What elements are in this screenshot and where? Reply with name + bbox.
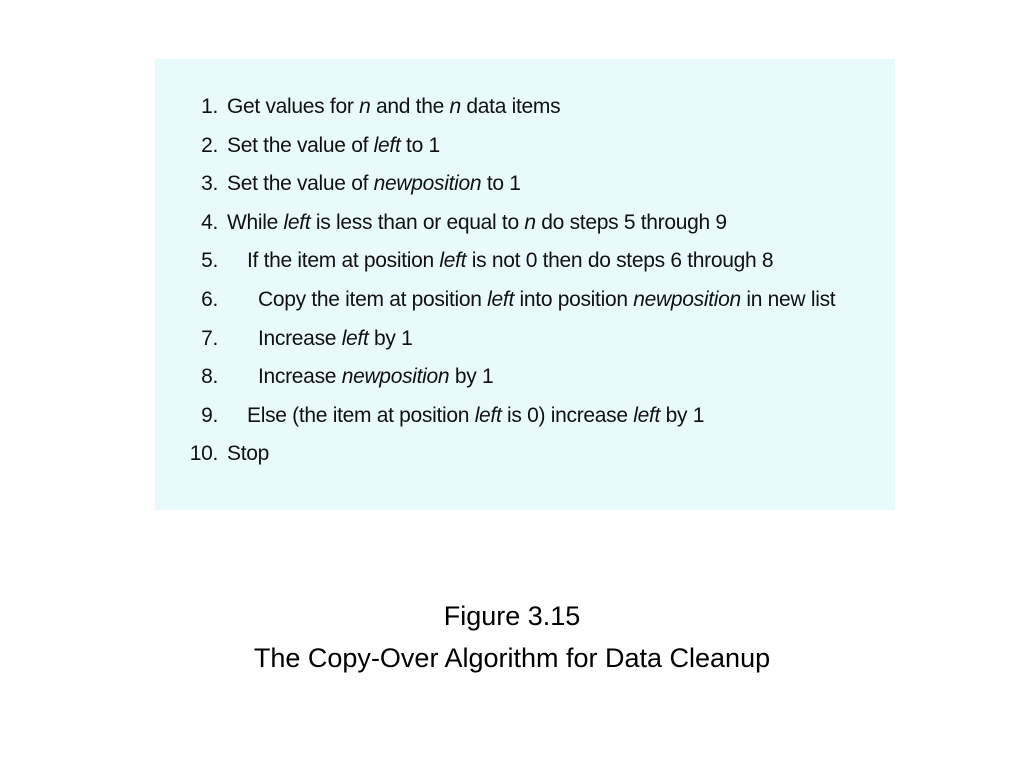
variable-name: n — [449, 95, 461, 118]
step-text-segment: do steps 5 through 9 — [535, 210, 727, 234]
step-text-segment: by 1 — [660, 403, 705, 427]
step-text — [247, 247, 773, 275]
step-number: 7. — [201, 326, 218, 350]
figure-label: Figure 3.15 — [443, 601, 581, 631]
step-text-segment: Copy the item at position — [258, 288, 488, 311]
step-text-segment: into position — [514, 288, 634, 311]
step-text — [227, 440, 269, 468]
step-text — [247, 402, 704, 430]
step-text — [258, 325, 413, 353]
step-text-segment: Increase — [258, 326, 342, 350]
step-text — [227, 170, 521, 198]
step-text — [227, 209, 727, 237]
step-text-segment: to 1 — [400, 133, 440, 157]
step-text-segment: Set the value of — [227, 172, 374, 196]
step-text-segment: is not 0 then do steps 6 through 8 — [466, 249, 774, 273]
step-number: 10. — [189, 442, 218, 466]
step-text-segment: data items — [460, 95, 561, 118]
step-text-segment: If the item at position — [247, 249, 440, 273]
variable-name: left — [283, 210, 311, 234]
step-number: 3. — [201, 172, 218, 196]
variable-name: left — [439, 249, 467, 273]
step-text — [258, 286, 835, 314]
step-number: 4. — [201, 210, 218, 234]
step-text-segment: by 1 — [368, 326, 413, 350]
step-text-segment: Get values for — [227, 95, 360, 118]
step-text-segment: in new list — [740, 288, 836, 311]
variable-name: n — [359, 95, 371, 118]
step-number: 9. — [201, 403, 218, 427]
variable-name: newposition — [341, 365, 450, 389]
figure-title: The Copy-Over Algorithm for Data Cleanup — [253, 643, 771, 673]
step-text — [227, 132, 440, 160]
variable-name: newposition — [633, 288, 741, 311]
step-text-segment: Else (the item at position — [247, 403, 475, 427]
variable-name: left — [373, 133, 401, 157]
step-number: 6. — [201, 288, 218, 311]
variable-name: n — [524, 210, 536, 234]
variable-name: newposition — [373, 172, 482, 196]
step-text-segment: to 1 — [481, 172, 521, 196]
step-text — [227, 93, 560, 121]
step-number: 5. — [201, 249, 218, 273]
step-text-segment: is 0) increase — [501, 403, 634, 427]
step-number: 8. — [201, 365, 218, 389]
step-text-segment: is less than or equal to — [310, 210, 525, 234]
step-text-segment: by 1 — [449, 365, 494, 389]
step-number: 1. — [201, 95, 218, 118]
variable-name: left — [487, 288, 514, 311]
step-text-segment: While — [227, 210, 284, 234]
variable-name: left — [633, 403, 661, 427]
step-text-segment: Set the value of — [227, 133, 374, 157]
step-text-segment: Increase — [258, 365, 342, 389]
step-text-segment: Stop — [227, 442, 269, 466]
step-number: 2. — [201, 133, 218, 157]
variable-name: left — [474, 403, 502, 427]
variable-name: left — [341, 326, 369, 350]
step-text — [258, 363, 493, 391]
step-text-segment: and the — [370, 95, 450, 118]
